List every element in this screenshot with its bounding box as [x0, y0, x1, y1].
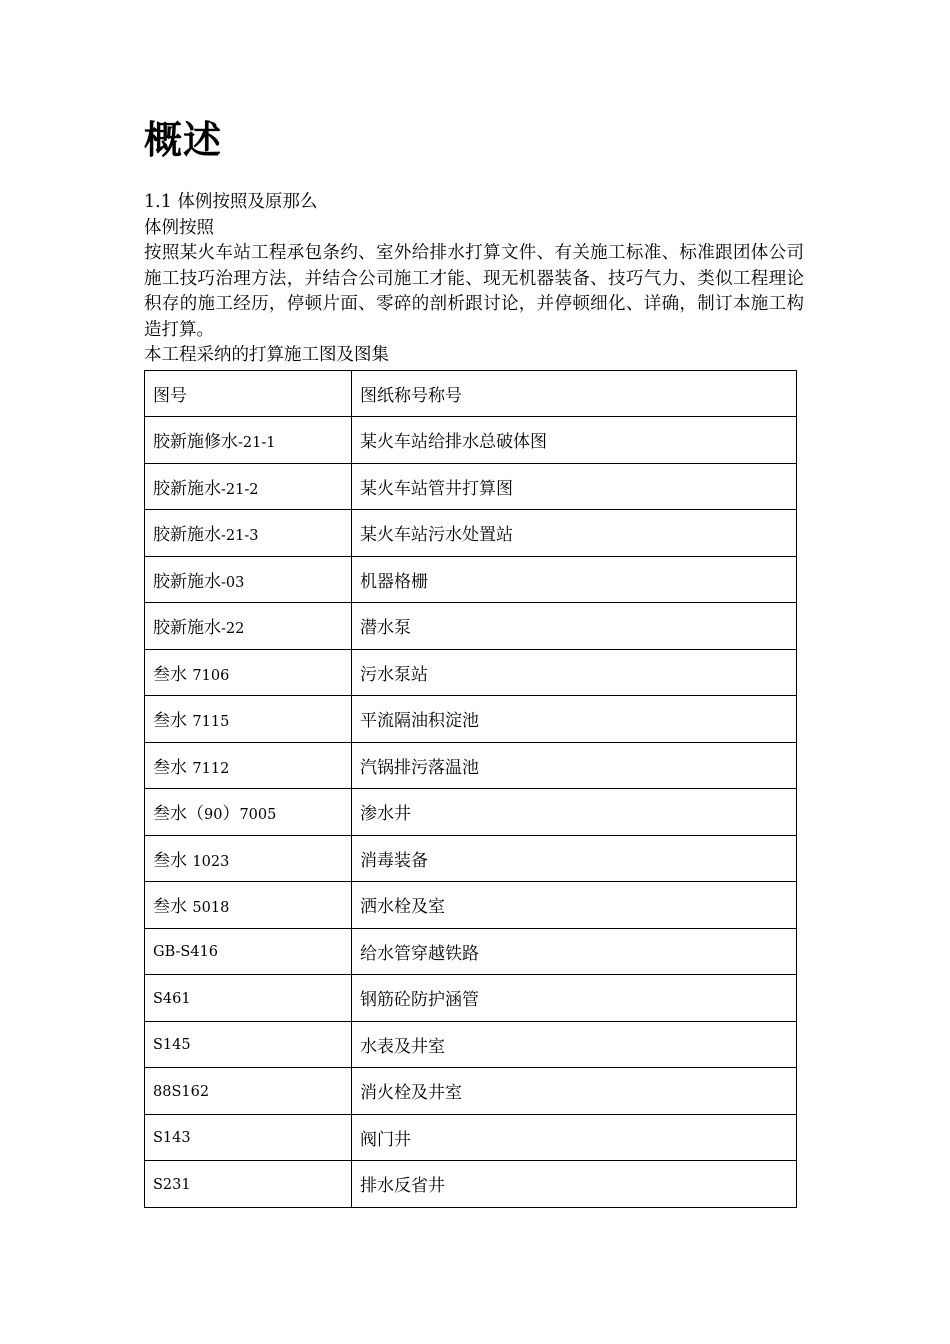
drawing-number-cell: 叁水 7112 — [145, 742, 352, 789]
table-row — [145, 742, 797, 789]
drawing-name-cell: 洒水栓及室 — [352, 882, 797, 929]
drawing-name-cell: 某火车站给排水总破体图 — [352, 417, 797, 464]
page-title: 概述 — [144, 118, 223, 162]
table-row — [145, 789, 797, 836]
drawing-number-cell: S145 — [145, 1021, 352, 1068]
table-row — [145, 1068, 797, 1115]
drawing-name-cell: 机器格栅 — [352, 556, 797, 603]
drawing-number-cell: 叁水 5018 — [145, 882, 352, 929]
table-row — [145, 417, 797, 464]
drawing-number-cell: 叁水 7106 — [145, 649, 352, 696]
table-caption: 本工程采纳的打算施工图及图集 — [144, 345, 389, 365]
drawing-name-cell: 排水反省井 — [352, 1161, 797, 1208]
document-page — [144, 112, 804, 1208]
table-row — [145, 1021, 797, 1068]
table-row — [145, 835, 797, 882]
drawing-number-cell: 胶新施水-21-2 — [145, 463, 352, 510]
drawing-name-cell: 平流隔油积淀池 — [352, 696, 797, 743]
drawing-number-cell: 叁水（90）7005 — [145, 789, 352, 836]
drawing-name-cell: 某火车站污水处置站 — [352, 510, 797, 557]
drawing-name-cell: 水表及井室 — [352, 1021, 797, 1068]
drawing-name-cell: 渗水井 — [352, 789, 797, 836]
table-row — [145, 928, 797, 975]
drawing-name-cell: 某火车站管井打算图 — [352, 463, 797, 510]
drawing-number-cell: 胶新施水-22 — [145, 603, 352, 650]
drawing-number-cell: 胶新施修水-21-1 — [145, 417, 352, 464]
drawing-number-cell: S461 — [145, 975, 352, 1022]
table-row — [145, 882, 797, 929]
header-drawing-name: 图纸称号称号 — [352, 370, 797, 417]
table-row — [145, 463, 797, 510]
drawing-name-cell: 潜水泵 — [352, 603, 797, 650]
drawing-name-cell: 污水泵站 — [352, 649, 797, 696]
subheading: 体例按照 — [144, 217, 214, 238]
table-row — [145, 975, 797, 1022]
drawing-number-cell: S143 — [145, 1114, 352, 1161]
drawings-table — [144, 370, 797, 1208]
drawing-number-cell: 胶新施水-03 — [145, 556, 352, 603]
drawing-number-cell: GB-S416 — [145, 928, 352, 975]
table-row — [145, 510, 797, 557]
section-heading: 1.1 体例按照及原那么 — [144, 192, 318, 212]
drawing-name-cell: 给水管穿越铁路 — [352, 928, 797, 975]
drawing-name-cell: 阀门井 — [352, 1114, 797, 1161]
table-row — [145, 556, 797, 603]
drawing-number-cell: 叁水 7115 — [145, 696, 352, 743]
table-row — [145, 603, 797, 650]
table-row — [145, 649, 797, 696]
header-drawing-number: 图号 — [145, 370, 352, 417]
drawing-name-cell: 消毒装备 — [352, 835, 797, 882]
table-header-row — [145, 370, 797, 417]
drawing-number-cell: 胶新施水-21-3 — [145, 510, 352, 557]
drawing-number-cell: S231 — [145, 1161, 352, 1208]
table-row — [145, 1161, 797, 1208]
drawing-name-cell: 钢筋砼防护涵管 — [352, 975, 797, 1022]
drawing-name-cell: 汽锅排污落温池 — [352, 742, 797, 789]
drawing-number-cell: 88S162 — [145, 1068, 352, 1115]
drawing-number-cell: 叁水 1023 — [145, 835, 352, 882]
table-row — [145, 1114, 797, 1161]
body-paragraph: 按照某火车站工程承包条约、室外给排水打算文件、有关施工标准、标准跟团体公司施工技巧治理方法，并结合公司施工才能、现无机器装备、技巧气力、类似工程理论积存的施工经历，停顿片面、零碎的剖析跟讨论，并停顿细化、详确，制订本施工构造打算。 — [144, 243, 804, 340]
drawing-name-cell: 消火栓及井室 — [352, 1068, 797, 1115]
table-row — [145, 696, 797, 743]
